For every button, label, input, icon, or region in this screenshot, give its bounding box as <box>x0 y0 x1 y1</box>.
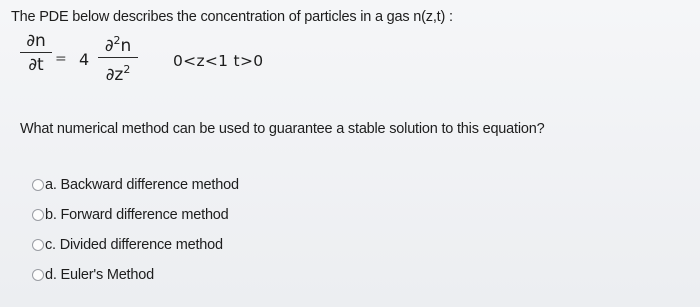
rhs-numerator <box>98 31 138 56</box>
option-a-label: a. Backward difference method <box>45 177 239 193</box>
option-b-label: b. Forward difference method <box>45 207 229 223</box>
pde-equation <box>20 31 340 93</box>
question-prompt: What numerical method can be used to guarantee a stable solution to this equation? <box>20 121 545 137</box>
question-intro: The PDE below describes the concentration of particles in a gas n(z,t) : <box>11 9 453 25</box>
option-b[interactable] <box>32 204 229 226</box>
radio-button-a[interactable] <box>32 179 44 191</box>
lhs-numerator: ∂n <box>26 31 46 51</box>
option-a[interactable] <box>32 174 239 196</box>
rhs-num-variable: n <box>120 36 132 56</box>
lhs-fraction-bar <box>20 52 52 53</box>
coefficient: 4 <box>79 50 90 69</box>
rhs-num-exponent: 2 <box>113 34 121 47</box>
rhs-den-exponent: 2 <box>123 63 131 77</box>
radio-button-c[interactable] <box>32 239 44 251</box>
option-d-label: d. Euler's Method <box>45 267 154 283</box>
option-d[interactable] <box>32 264 154 286</box>
lhs-fraction <box>20 31 52 75</box>
radio-button-d[interactable] <box>32 269 44 281</box>
rhs-den-partial: ∂z <box>105 65 124 86</box>
rhs-fraction-bar <box>98 57 138 58</box>
option-c-label: c. Divided difference method <box>45 237 223 253</box>
equals-sign: = <box>55 51 67 67</box>
option-c[interactable] <box>32 234 223 256</box>
rhs-denominator <box>98 60 138 85</box>
rhs-fraction <box>98 31 138 85</box>
lhs-denominator: ∂t <box>28 55 44 76</box>
rhs-num-partial: ∂ <box>104 36 114 56</box>
radio-button-b[interactable] <box>32 209 44 221</box>
equation-domain: 0<z<1 t>0 <box>173 52 264 70</box>
